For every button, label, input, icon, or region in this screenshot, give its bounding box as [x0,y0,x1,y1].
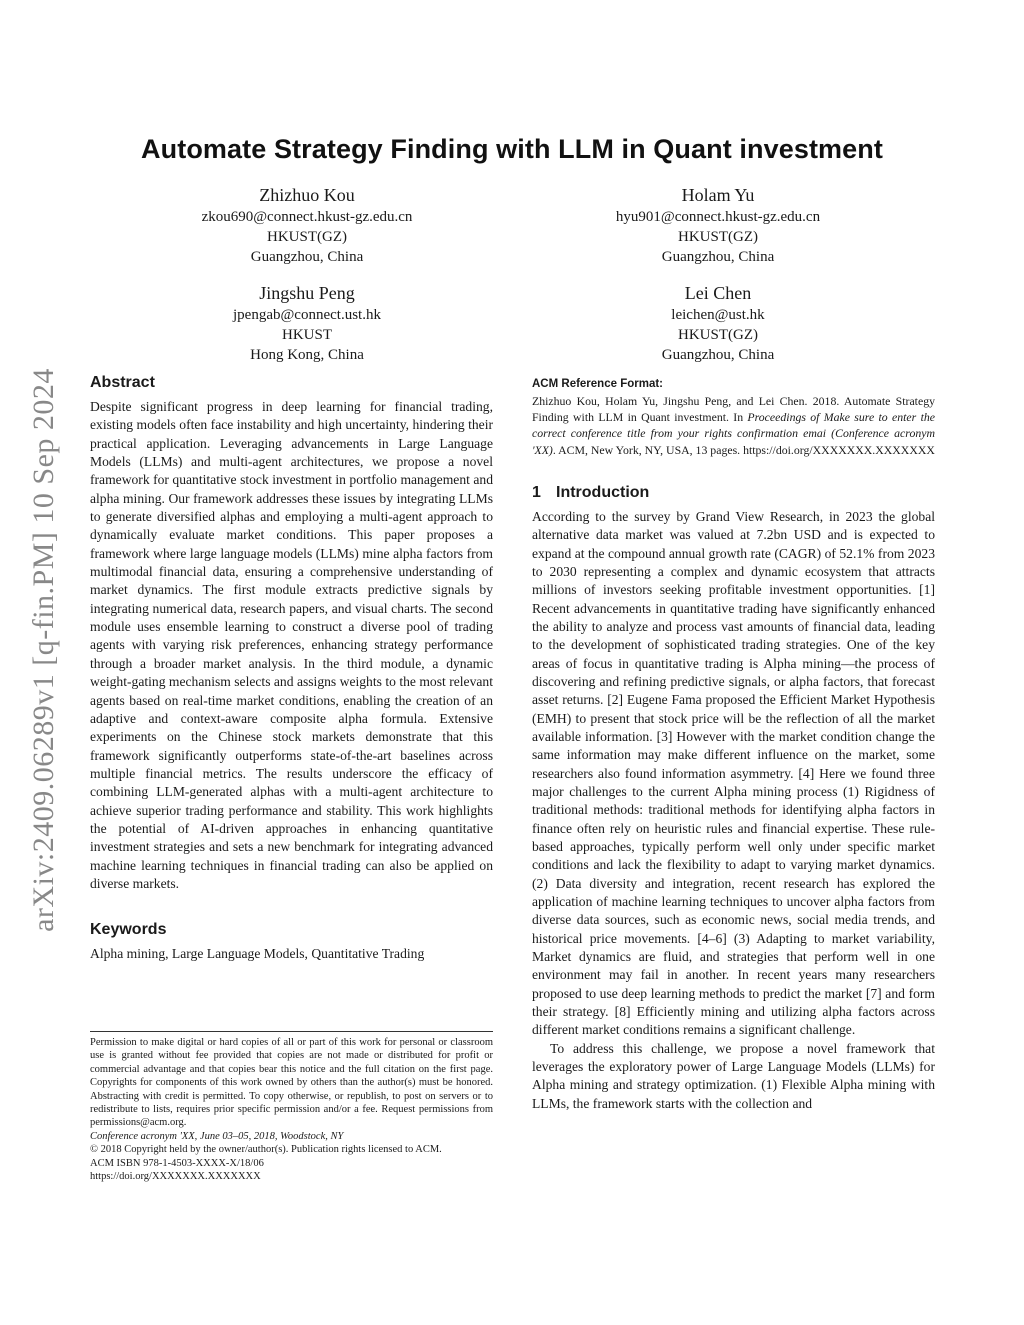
author-affiliation: HKUST(GZ) [678,327,758,343]
permission-footnote [90,1036,493,1183]
author-block-2 [553,183,883,267]
acm-reference-proceedings: Proceedings of Make sure to enter the correct conference title from your rights confirmation emai (Conference acronym 'XX) [532,410,935,457]
doi-line[interactable]: https://doi.org/XXXXXXX.XXXXXXX [90,1171,261,1183]
copyright-line: © 2018 Copyright held by the owner/author(s). Publication rights licensed to ACM. [90,1144,442,1156]
author-email[interactable]: jpengab@connect.ust.hk [233,307,381,323]
author-name: Zhizhuo Kou [259,185,355,205]
author-affiliation: HKUST(GZ) [267,229,347,245]
arxiv-stamp-container [14,340,74,960]
keywords-text: Alpha mining, Large Language Models, Quantitative Trading [90,946,425,962]
author-email[interactable]: hyu901@connect.hkust-gz.edu.cn [615,209,821,225]
author-name: Lei Chen [684,283,752,303]
author-name: Jingshu Peng [259,283,355,303]
right-column [532,378,935,1113]
acm-reference-part-a: Zhizhuo Kou, Holam Yu, Jingshu Peng, and Lei Chen. 2018. Automate Strategy Finding with LLM in Quant investment. In [532,394,935,425]
author-location: Guangzhou, China [661,249,775,265]
author-email[interactable]: zkou690@connect.hkust-gz.edu.cn [201,209,413,225]
author-block-1 [142,183,472,267]
author-email[interactable]: leichen@ust.hk [671,307,765,323]
author-location: Guangzhou, China [661,347,775,363]
acm-reference-text [532,393,935,458]
acm-reference-part-b: . ACM, New York, NY, USA, 13 pages. https://doi.org/XXXXXXX.XXXXXXX [552,442,935,457]
author-block-4 [553,281,883,365]
introduction-paragraph-2: To address this challenge, we propose a novel framework that leverages the exploratory power of Large Language Models (LLMs) for Alpha mining and strategy optimization. (1) Flexible Alpha mining with LLMs, the framework starts with the collection and [532,1040,935,1111]
arxiv-stamp: arXiv:2409.06289v1 [q-fin.PM] 10 Sep 2024 [27,368,60,932]
abstract-text: Despite significant progress in deep learning for financial trading, existing models often face instability and high uncertainty, hindering their practical application. Leveraging advancements in Large Language Models (LLMs) and multi-agent architectures, we propose a novel framework for quantitative stock investment in portfolio management and alpha mining. Our framework addresses these issues by integrating LLMs to generate diversified alphas and employing a multi-agent approach to dynamically evaluate market conditions. This paper proposes a framework where large language models (LLMs) mine alpha factors from multimodal financial data, ensuring a comprehensive understanding of market dynamics. The first module extracts predictive signals by integrating numerical data, research papers, and visual charts. The second module uses ensemble learning to construct a diverse pool of trading agents with varying risk preferences, enhancing strategy performance through a broader market analysis. In the third module, a dynamic weight-gating mechanism selects and assigns weights to the most relevant agents based on real-time market conditions, enabling the creation of an adaptive and context-aware composite alpha formula. Extensive experiments on the Chinese stock markets demonstrate that this framework significantly outperforms state-of-the-art baselines across multiple financial metrics. The results underscore the efficacy of combining LLM-generated alphas with a multi-agent architecture to achieve superior trading performance and stability. This work highlights the potential of AI-driven approaches in enhancing quantitative investment strategies and sets a new benchmark for integrating advanced machine learning techniques in financial trading can also be applied on diverse markets. [90,399,493,891]
introduction-heading [532,484,935,502]
acm-reference-heading: ACM Reference Format: [532,378,663,390]
author-block-3 [142,281,472,365]
isbn-line: ACM ISBN 978-1-4503-XXXX-X/18/06 [90,1157,264,1169]
paper-title: Automate Strategy Finding with LLM in Quant investment [141,134,883,164]
section-number: 1 [532,483,541,501]
abstract-heading: Abstract [90,374,155,391]
permission-text: Permission to make digital or hard copies of all or part of this work for personal or classroom use is granted without fee provided that copies are not made or distributed for profit or commercial advantage and that copies bear this notice and the full citation on the first page. Copyrights for components of this work owned by others than the author(s) must be honored. Abstracting with credit is permitted. To copy otherwise, or republish, to post on servers or to redistribute to lists, requires prior specific permission and/or a fee. Request permissions from permissions@acm.org. [90,1037,493,1129]
footnote-divider [90,1031,493,1032]
keywords-heading: Keywords [90,921,167,939]
author-affiliation: HKUST(GZ) [678,229,758,245]
author-location: Hong Kong, China [250,347,364,363]
left-column [90,374,493,964]
author-name: Holam Yu [681,185,755,205]
section-title: Introduction [556,483,650,501]
author-affiliation: HKUST [281,327,332,343]
conference-line: Conference acronym 'XX, June 03–05, 2018, Woodstock, NY [90,1130,344,1142]
introduction-paragraph-1: According to the survey by Grand View Research, in 2023 the global alternative data market was valued at 7.2bn USD and is expected to expand at the compound annual growth rate (CAGR) of 52.1% from 2023 to 2030 representing a complex and dynamic ecosystem that attracts millions of investors seeking profitable investment opportunities. [1] Recent advancements in quantitative trading have significantly enhanced the ability to analyze and process vast amounts of financial data, leading to the development of sophisticated trading strategies. One of the key areas of focus in quantitative trading is Alpha mining—the process of discovering and refining predictive signals, or alpha factors, that forecast asset returns. [2] Eugene Fama proposed the Efficient Market Hypothesis (EMH) to present that stock price will be the reflection of all the market available information. [3] However with the market condition change the same information may make different influence on the market, some researchers also found information asymmetry. [4] Here we found three major challenges to the current Alpha mining process (1) Rigidness of traditional methods: traditional methods for identifying alpha factors in finance often rely on heuristic rules and financial expertise. These rule-based approaches, typically perform well only under specific market conditions and lack the flexibility to adapt to varying market dynamics. (2) Data diversity and integration, recent research has explored the application of machine learning techniques to uncover alpha factors from diverse data sources, such as economic news, social media trends, and historical price movements. [4–6] (3) Adapting to market variability, Market dynamics are fluid, and strategies that perform well in one environment may fail in another. In recent years many researchers proposed to use deep learning methods to predict the market [7] and form their strategy. [8] Efficiently mining and utilizing alpha factors across different market conditions remains a significant challenge. [532,508,935,1038]
author-location: Guangzhou, China [250,249,364,265]
